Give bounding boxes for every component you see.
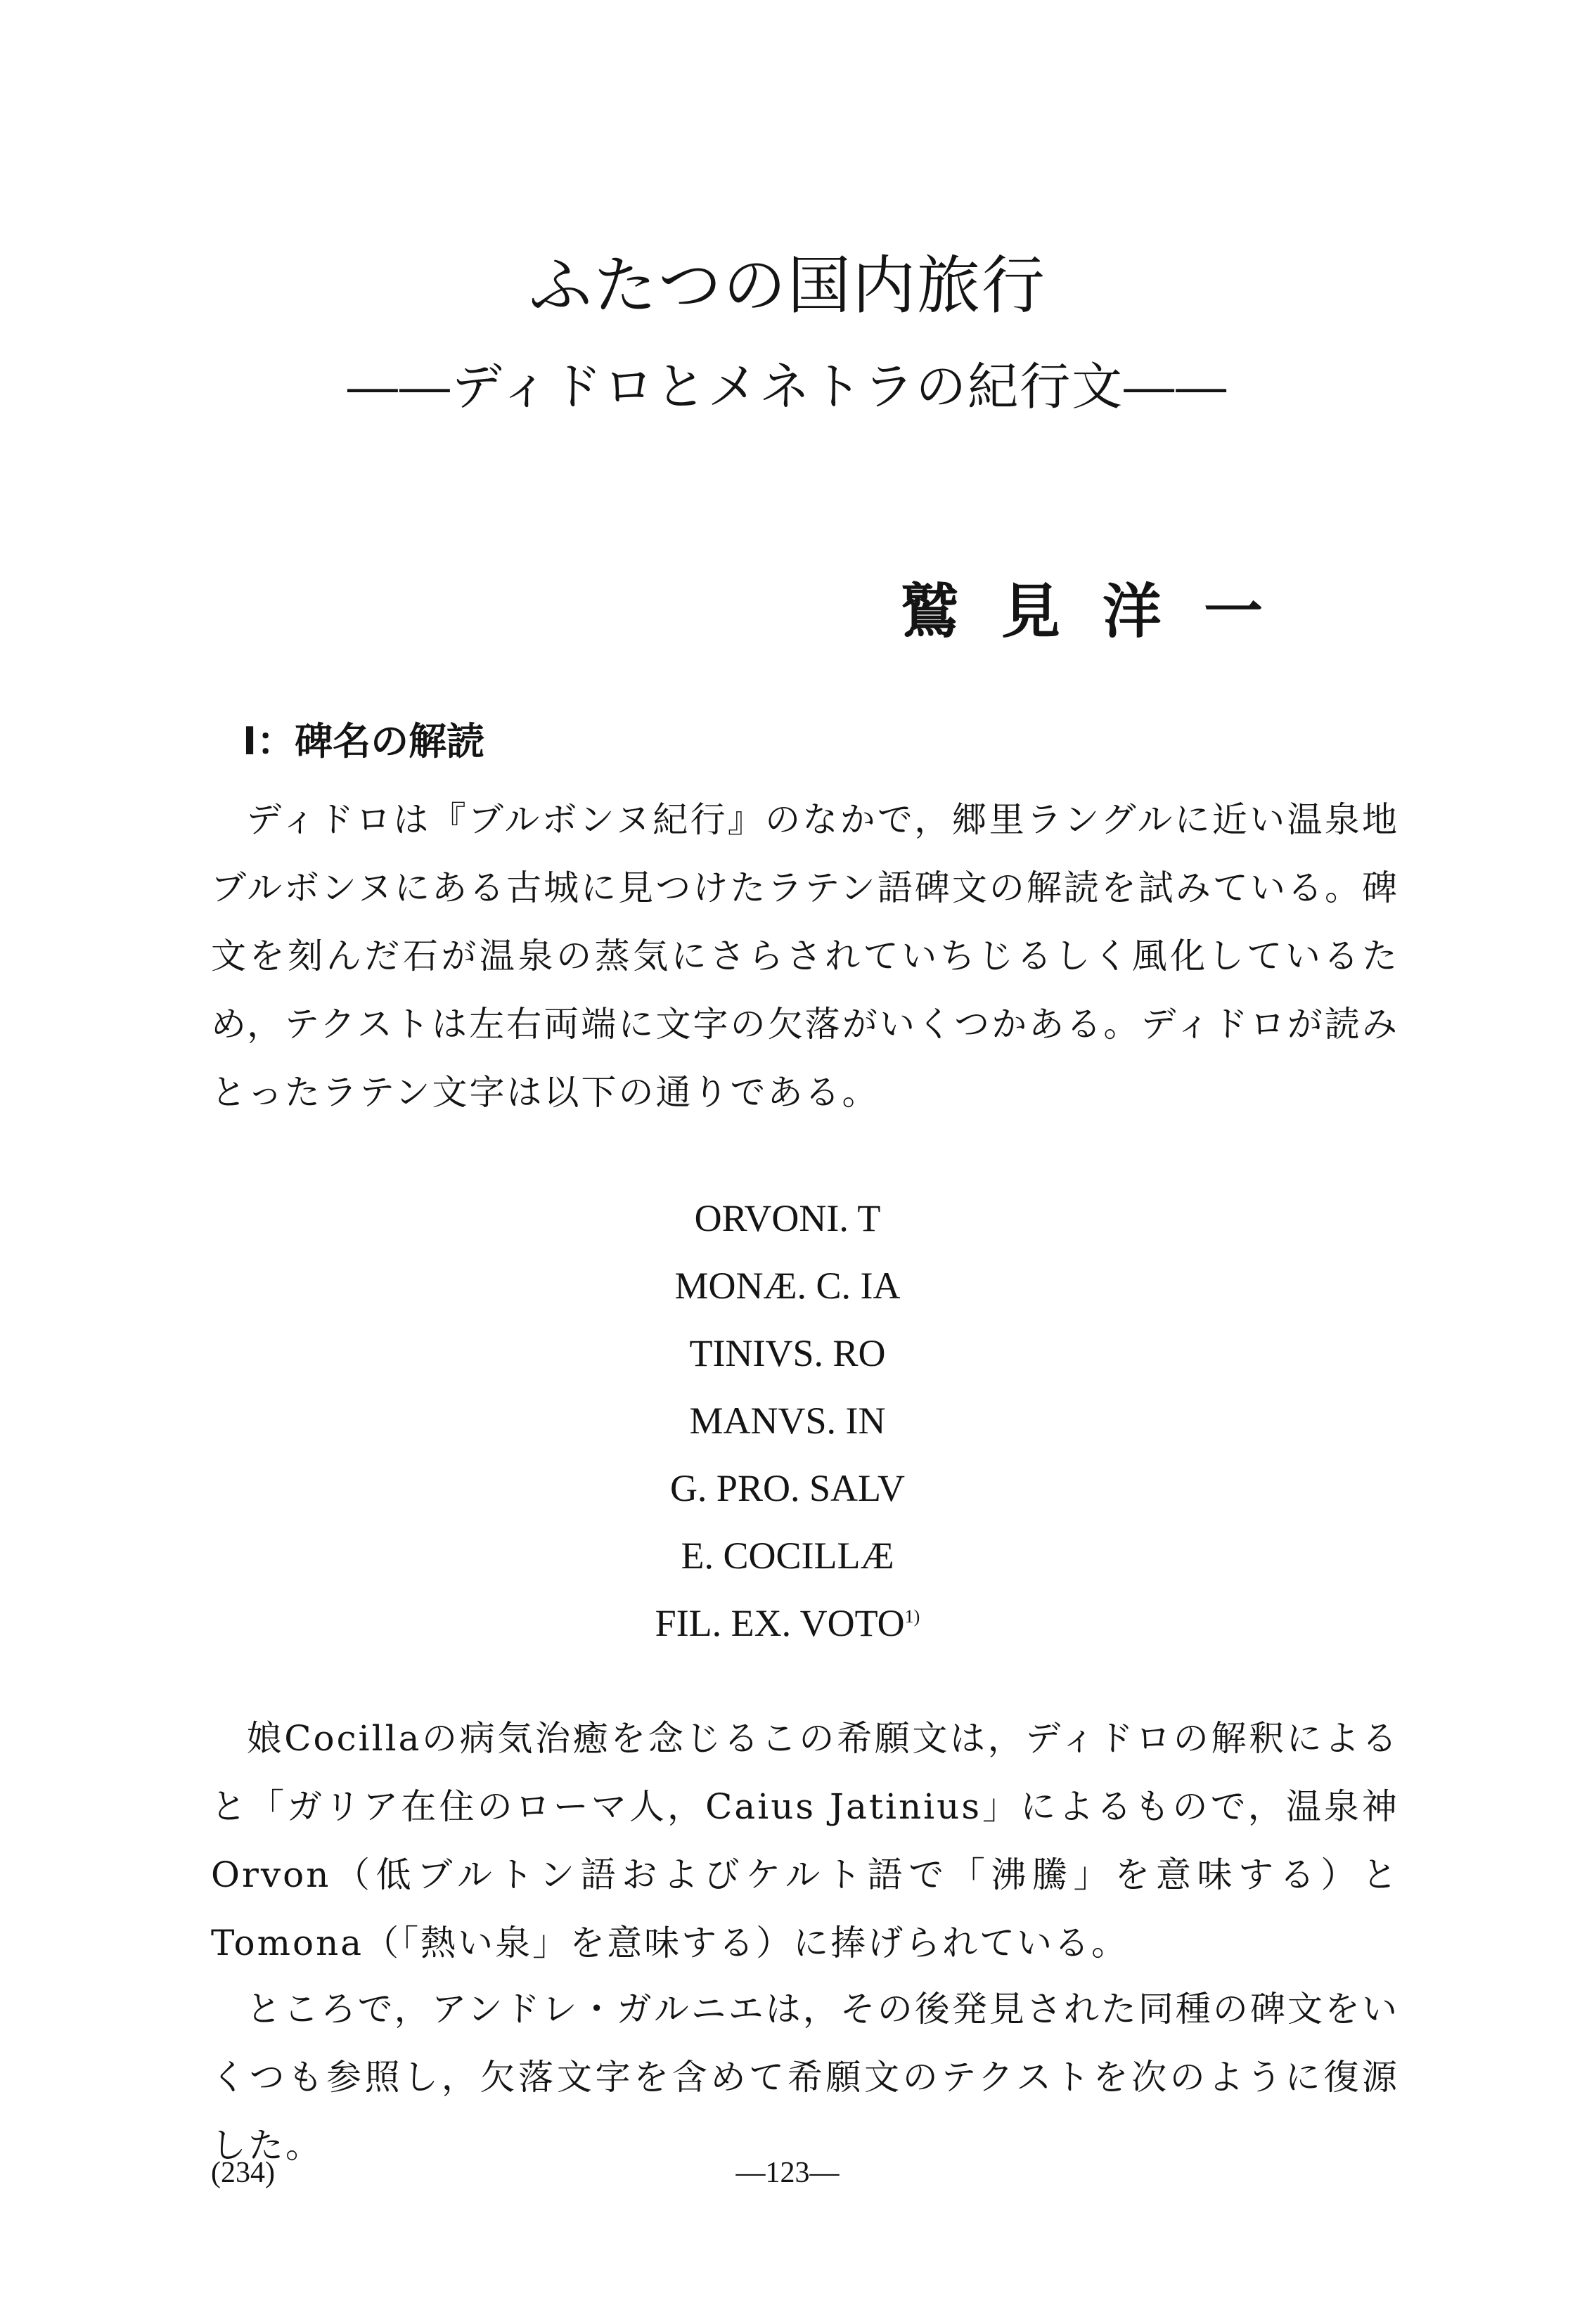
inscription-line: MONÆ. C. IA <box>674 1265 901 1307</box>
author-name: 鷲見洋一 <box>900 576 1306 646</box>
article-title: ふたつの国内旅行 <box>529 249 1046 323</box>
article-subtitle: ――ディドロとメネトラの紀行文―― <box>347 357 1228 416</box>
footer-page-number: —123— <box>735 2157 840 2189</box>
inscription-line: G. PRO. SALV <box>669 1467 906 1509</box>
section-heading: Ⅰ：碑名の解読 <box>243 719 485 763</box>
inscription-block <box>0 1184 1575 1657</box>
inscription-line-last <box>0 1589 1575 1657</box>
inscription-line: E. COCILLÆ <box>681 1535 894 1577</box>
inscription-line: ORVONI. T <box>694 1197 881 1239</box>
footnote-mark[interactable]: 1) <box>904 1606 920 1627</box>
paragraph-2 <box>211 1705 1399 1977</box>
inscription-line-text: FIL. EX. VOTO <box>655 1602 905 1644</box>
paragraph-3-text: ところで，アンドレ・ガルニエは，その後発見された同種の碑文をいくつも参照し，欠落文字を含めて希願文のテクストを次のように復源した。 <box>211 1989 1399 2166</box>
paragraph-3 <box>211 1975 1399 2180</box>
paragraph-1 <box>211 786 1399 1127</box>
paragraph-1-text: ディドロは『ブルボンヌ紀行』のなかで，郷里ラングルに近い温泉地ブルボンヌにある古城に見つけたラテン語碑文の解読を試みている。碑文を刻んだ石が温泉の蒸気にさらされていちじるしく風化しているため，テクストは左右両端に文字の欠落がいくつかある。ディドロが読みとったラテン文字は以下の通りである。 <box>211 799 1399 1113</box>
footer-volume-number: (234) <box>211 2157 275 2189</box>
paragraph-2-text: 娘Cocillaの病気治癒を念じるこの希願文は，ディドロの解釈によると「ガリア在住のローマ人，Caius Jatinius」によるもので，温泉神Orvon（低ブルトン語およびケルト語で「沸騰」を意味する）とTomona（「熱い泉」を意味する）に捧げられている。 <box>211 1718 1399 1963</box>
inscription-line: MANVS. IN <box>689 1400 886 1442</box>
inscription-line: TINIVS. RO <box>689 1332 886 1374</box>
